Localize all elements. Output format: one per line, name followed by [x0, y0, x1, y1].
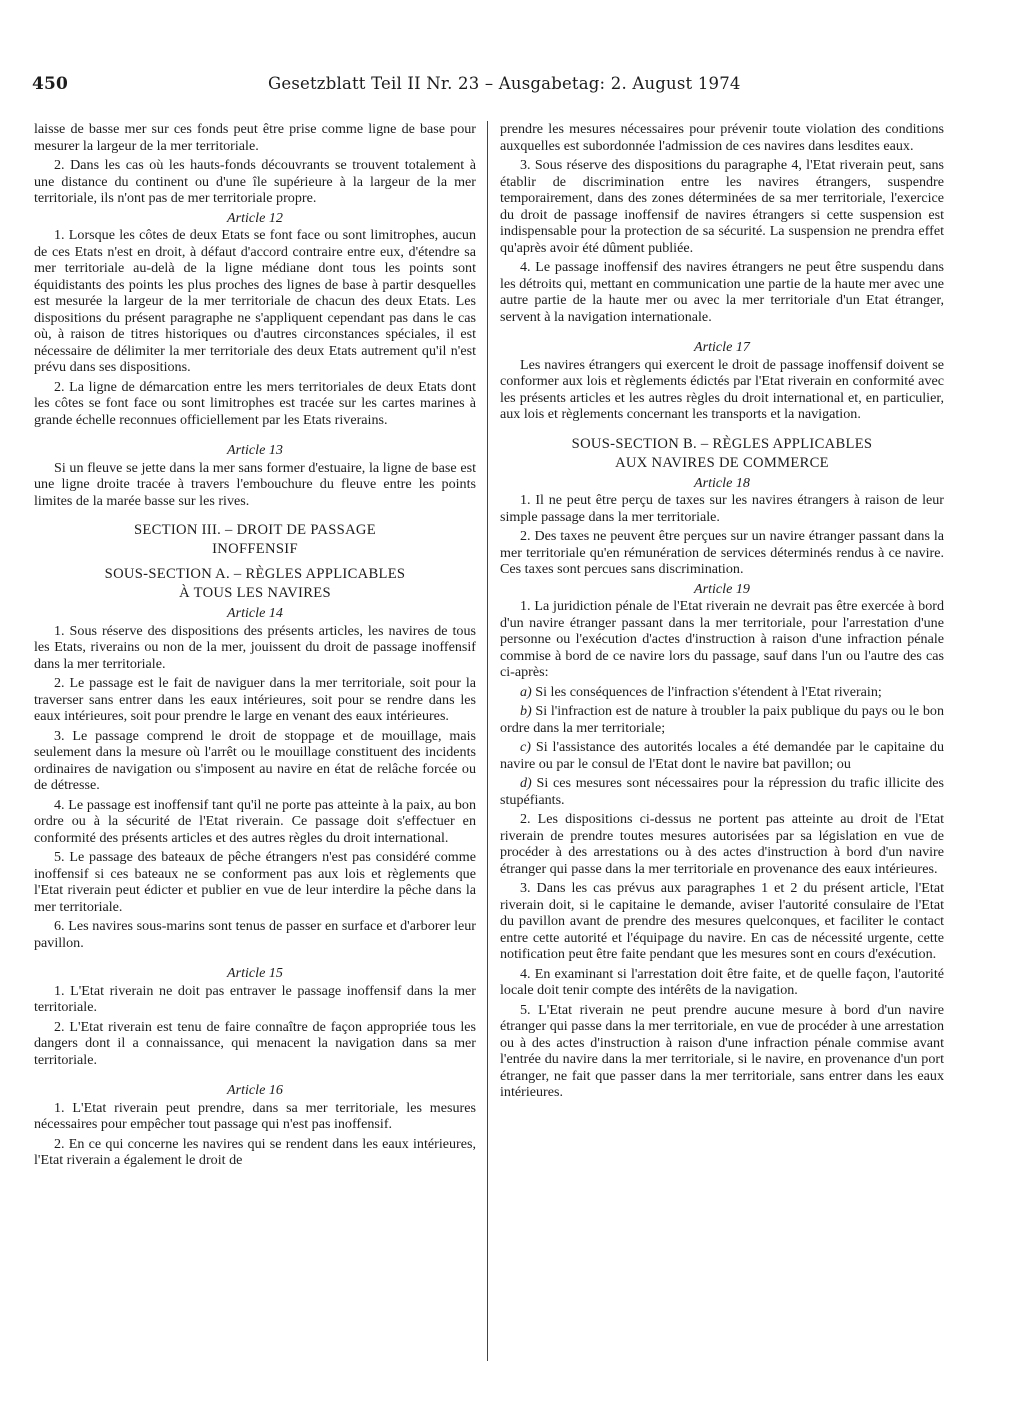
list-item-text: Si les conséquences de l'infraction s'étendent à l'Etat riverain; [531, 683, 882, 700]
article-heading: Article 19 [694, 580, 750, 597]
article-heading: Article 14 [227, 605, 283, 621]
article-heading: Article 12 [227, 209, 283, 226]
section-heading-line: SECTION III. – DROIT DE PASSAGE [133, 522, 376, 538]
paragraph: 4. Le passage inoffensif des navires étrangers ne peut être suspendu dans les détroits qui, mettant en communication une partie de la haute mer avec une autre partie de la haute mer ou avec la mer territoriale d'un Etat étranger, servent à la navigation internationale. [500, 259, 944, 325]
paragraph: 2. En ce qui concerne les navires qui se rendent dans les eaux intérieures, l'Etat riverain a également le droit de [34, 1135, 476, 1168]
list-item-label: b) [520, 703, 532, 719]
paragraph: 4. Le passage est inoffensif tant qu'il ne porte pas atteinte à la paix, au bon ordre ou à la sécurité de l'Etat riverain. Ce passage doit s'effectuer en conformité des présents articles et des autres règles du droit international. [34, 796, 476, 846]
paragraph: 5. L'Etat riverain ne peut prendre aucune mesure à bord d'un navire étranger qui passe dans la mer territoriale, en vue de procéder à une arrestation ou à des actes d'instruction à raison d'une infraction pénale commise avant l'entrée du navire dans la mer territoriale, si le navire, en provenance d'un port étranger, ne fait que passer dans la mer territoriale, sans entrer dans les eaux intérieures. [500, 1001, 944, 1100]
paragraph: 2. L'Etat riverain est tenu de faire connaître de façon appropriée tous les dangers dont il a connaissance, qui menacent la navigation dans sa mer territoriale. [34, 1018, 476, 1068]
list-item-text: Si l'infraction est de nature à troubler la paix publique du pays ou le bon ordre dans la mer territoriale; [500, 703, 944, 736]
paragraph: 5. Le passage des bateaux de pêche étrangers n'est pas considéré comme inoffensif si ces bateaux ne se conforment pas aux lois et règlements que l'Etat riverain peut édicter et publier en vue de leur interdire la pêche dans la mer territoriale. [34, 849, 476, 915]
paragraph: 1. La juridiction pénale de l'Etat riverain ne devrait pas être exercée à bord d'un navire étranger passant dans la mer territoriale, pour l'arrestation d'une personne ou l'exécution d'actes d'instruction à raison d'une infraction pénale commise à bord de ce navire lors du passage, sauf dans l'un ou l'autre des cas ci-après: [500, 598, 944, 680]
article-heading: Article 18 [694, 474, 750, 491]
list-item-label: c) [520, 739, 531, 755]
paragraph: 1. Sous réserve des dispositions des présents articles, les navires de tous les Etats, riverains ou non de la mer, jouissent du droit de passage inoffensif dans la mer territoriale. [34, 622, 476, 672]
subsection-heading-line: AUX NAVIRES DE COMMERCE [615, 454, 829, 471]
subsection-heading-line: SOUS-SECTION A. – RÈGLES APPLICABLES [104, 566, 406, 582]
paragraph: Les navires étrangers qui exercent le droit de passage inoffensif doivent se conformer aux lois et règlements édictés par l'Etat riverain en conformité avec les présents articles et les autres règles du droit international et, en particulier, aux lois et règlements concernant les transports et la navigation. [500, 356, 944, 422]
paragraph: 1. L'Etat riverain peut prendre, dans sa mer territoriale, les mesures nécessaires pour empêcher tout passage qui n'est pas inoffensif. [34, 1099, 476, 1132]
paragraph: 2. Les dispositions ci-dessus ne portent pas atteinte au droit de l'Etat riverain de prendre toutes mesures autorisées par sa législation en vue de procéder à des arrestations ou à des actes d'instruction à bord d'un navire étranger qui passe dans la mer territoriale en provenance des eaux intérieures. [500, 811, 944, 877]
paragraph: 2. Dans les cas où les hauts-fonds découvrants se trouvent totalement à une distance du continent ou d'une île supérieure à la largeur de la mer territoriale, ils n'ont pas de mer territoriale propre. [34, 157, 476, 206]
column-divider [487, 121, 488, 1361]
list-item [500, 703, 944, 736]
paragraph: 2. La ligne de démarcation entre les mers territoriales de deux Etats dont les côtes se font face ou sont limitrophes est tracée sur les cartes marines à grande échelle reconnues officiellement par les Etats riverains. [34, 378, 476, 428]
subsection-heading [500, 435, 944, 473]
list-item-text: Si ces mesures sont nécessaires pour la répression du trafic illicite des stupéfiants. [500, 775, 944, 808]
subsection-heading-line: SOUS-SECTION B. – RÈGLES APPLICABLES [571, 435, 873, 452]
section-heading [34, 521, 476, 559]
list-item-label: a) [520, 683, 532, 700]
paragraph: 6. Les navires sous-marins sont tenus de passer en surface et d'arborer leur pavillon. [34, 918, 476, 951]
section-heading-line: INOFFENSIF [212, 541, 298, 557]
subsection-heading [34, 565, 476, 603]
list-item [500, 684, 944, 701]
paragraph: 1. Il ne peut être perçu de taxes sur les navires étrangers à raison de leur simple passage dans la mer territoriale. [500, 492, 944, 525]
list-item [500, 775, 944, 808]
article-heading: Article 16 [227, 1082, 283, 1098]
article-heading: Article 17 [694, 339, 750, 355]
paragraph: 2. Des taxes ne peuvent être perçues sur un navire étranger passant dans la mer territoriale qu'en rémunération de services déterminés rendus à ce navire. Ces taxes sont percues sans discrimination. [500, 528, 944, 577]
paragraph: laisse de basse mer sur ces fonds peut être prise comme ligne de base pour mesurer la largeur de la mer territoriale. [34, 121, 476, 154]
article-heading: Article 13 [227, 442, 283, 458]
paragraph: 3. Sous réserve des dispositions du paragraphe 4, l'Etat riverain peut, sans établir de discrimination entre les navires étrangers, suspendre temporairement, dans des zones déterminées de sa mer territoriale, l'exercice du droit de passage inoffensif de navires étrangers si cette suspension est indispensable pour la protection de sa sécurité. La suspension ne prendra effet qu'après avoir été dûment publiée. [500, 157, 944, 256]
paragraph: 1. L'Etat riverain ne doit pas entraver le passage inoffensif dans la mer territoriale. [34, 982, 476, 1015]
paragraph: 4. En examinant si l'arrestation doit être faite, et de quelle façon, l'autorité locale doit tenir compte des intérêts de la navigation. [500, 965, 944, 998]
subsection-heading-line: À TOUS LES NAVIRES [179, 585, 331, 601]
page-header [32, 74, 942, 100]
list-item-label: d) [520, 775, 532, 791]
list-item-text: Si l'assistance des autorités locales a été demandée par le capitaine du navire ou par le consul de l'Etat dont le navire bat pavillon; ou [500, 739, 944, 772]
paragraph: 2. Le passage est le fait de naviguer dans la mer territoriale, soit pour la traverser sans entrer dans les eaux intérieures, soit pour se rendre dans les eaux intérieures, soit pour prendre le large en venant des eaux intérieures. [34, 675, 476, 724]
left-column [34, 121, 476, 1172]
running-head: Gesetzblatt Teil II Nr. 23 – Ausgabetag: 2. August 1974 [268, 74, 741, 93]
paragraph: prendre les mesures nécessaires pour prévenir toute violation des conditions auxquelles est subordonnée l'admission de ces navires dans lesdites eaux. [500, 121, 944, 154]
article-heading: Article 15 [227, 965, 283, 981]
paragraph: 1. Lorsque les côtes de deux Etats se font face ou sont limitrophes, aucun de ces Etats n'est en droit, à défaut d'accord contraire entre eux, d'étendre sa mer territoriale au-delà de la ligne médiane dont tous les points sont équidistants des points les plus proches des lignes de base à partir desquelles est mesurée la largeur de la mer territoriale de chacun des deux Etats. Les dispositions du présent paragraphe ne s'appliquent cependant pas dans le cas où, à raison de titres historiques ou d'autres circonstances spéciales, il est nécessaire de délimiter la mer territoriale des deux Etats autrement qu'il n'est prévu dans ses dispositions. [34, 227, 476, 375]
right-column [500, 121, 944, 1104]
paragraph: 3. Dans les cas prévus aux paragraphes 1 et 2 du présent article, l'Etat riverain doit, si le capitaine le demande, aviser l'autorité consulaire de l'Etat du pavillon avant de prendre des mesures quelconques, et faciliter le contact entre cette autorité et l'équipage du navire. En cas de nécessité urgente, cette notification peut être faite pendant que les mesures sont en cours d'exécution. [500, 880, 944, 962]
page-number: 450 [32, 74, 69, 94]
list-item [500, 739, 944, 772]
paragraph: Si un fleuve se jette dans la mer sans former d'estuaire, la ligne de base est une ligne droite tracée à travers l'embouchure du fleuve entre les points limites de la marée basse sur les rives. [34, 459, 476, 509]
paragraph: 3. Le passage comprend le droit de stoppage et de mouillage, mais seulement dans la mesure où l'arrêt ou le mouillage constituent des incidents ordinaires de navigation ou s'imposent au navire en état de relâche forcée ou de détresse. [34, 727, 476, 793]
